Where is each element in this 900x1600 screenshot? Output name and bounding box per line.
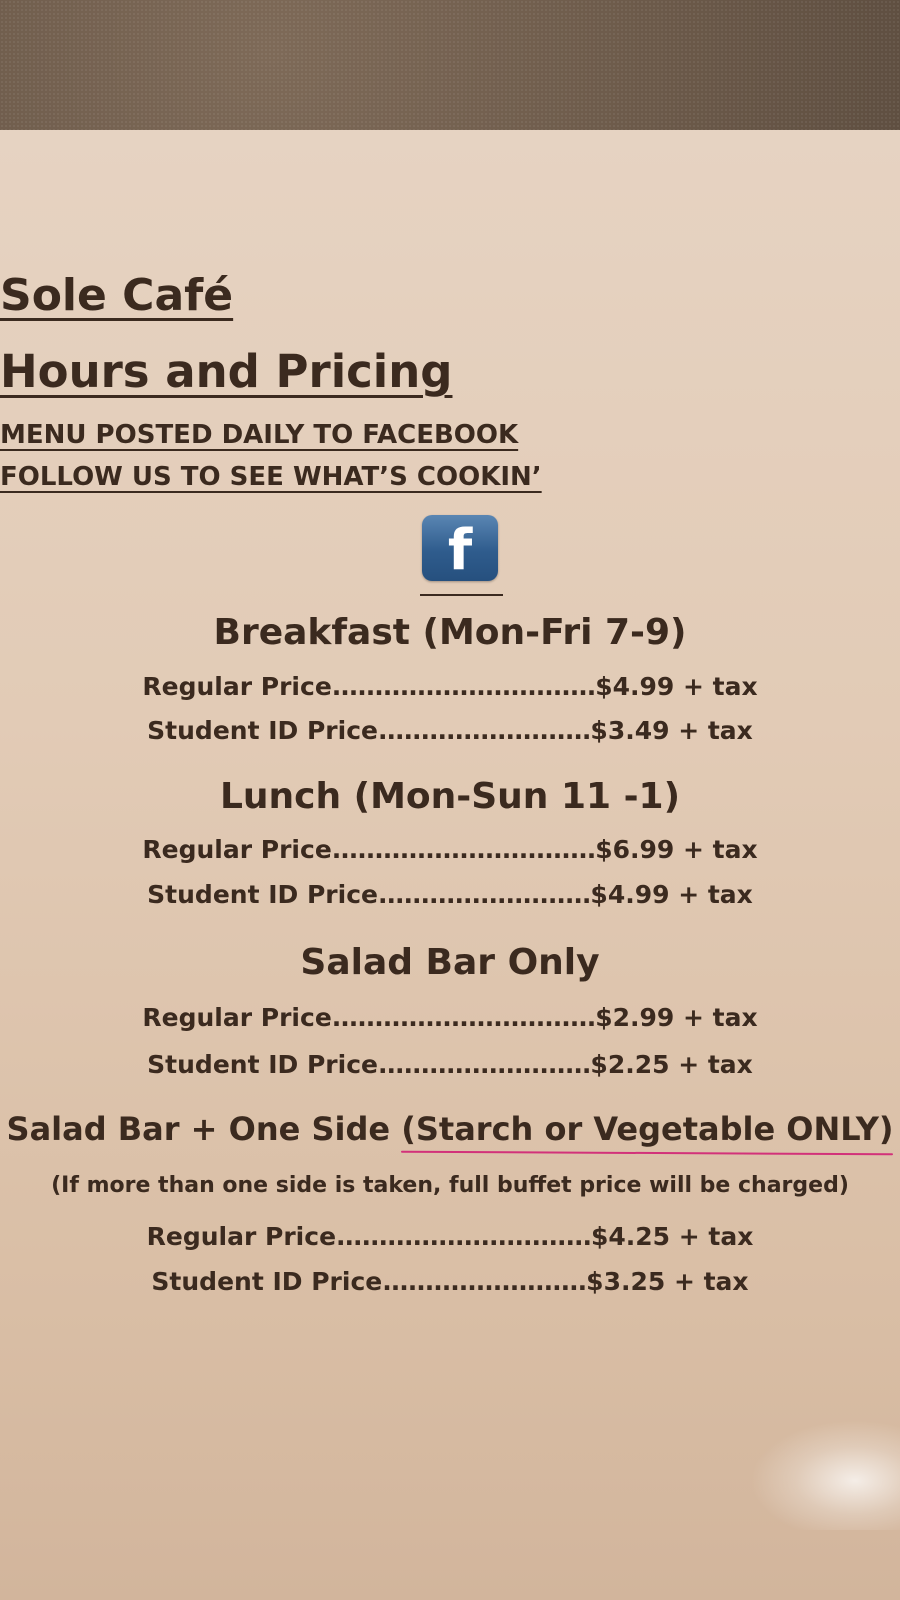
price-label: Regular Price — [142, 672, 332, 701]
price-label: Regular Price — [142, 1003, 332, 1032]
notice-line-2: FOLLOW US TO SEE WHAT’S COOKIN’ — [0, 462, 542, 492]
price-value: $3.49 + tax — [590, 716, 753, 745]
breakfast-student-row — [0, 716, 900, 745]
lunch-student-row — [0, 880, 900, 909]
price-value: $2.25 + tax — [590, 1050, 753, 1079]
leader-dots: ............................... — [331, 672, 596, 701]
price-label: Regular Price — [142, 835, 332, 864]
salad-student-row — [0, 1050, 900, 1079]
breakfast-heading: Breakfast (Mon-Fri 7-9) — [213, 612, 687, 653]
leader-dots: ........................ — [382, 1267, 587, 1296]
buffet-note: (If more than one side is taken, full buffet price will be charged) — [51, 1173, 849, 1198]
price-label: Student ID Price — [151, 1267, 383, 1296]
corkboard-background — [0, 0, 900, 130]
salad-side-heading-prefix: Salad Bar + One Side — [6, 1110, 402, 1148]
side-regular-row — [0, 1222, 900, 1251]
price-value: $2.99 + tax — [595, 1003, 758, 1032]
starch-vegetable-highlight: (Starch or Vegetable ONLY) — [401, 1110, 894, 1148]
salad-regular-row — [0, 1003, 900, 1032]
divider — [420, 594, 503, 596]
leader-dots: ......................... — [377, 716, 591, 745]
breakfast-regular-row — [0, 672, 900, 701]
price-label: Student ID Price — [147, 1050, 378, 1079]
leader-dots: ............................... — [331, 835, 596, 864]
leader-dots: .............................. — [336, 1222, 591, 1251]
price-value: $4.25 + tax — [590, 1222, 754, 1251]
cafe-title: Sole Café — [0, 270, 234, 321]
notice-line-1: MENU POSTED DAILY TO FACEBOOK — [0, 420, 519, 450]
lunch-heading: Lunch (Mon-Sun 11 -1) — [219, 776, 681, 817]
salad-bar-heading: Salad Bar Only — [300, 942, 600, 983]
price-value: $6.99 + tax — [595, 835, 758, 864]
leader-dots: ......................... — [377, 1050, 591, 1079]
price-value: $3.25 + tax — [586, 1267, 749, 1296]
salad-side-heading — [0, 1110, 900, 1148]
price-value: $4.99 + tax — [590, 880, 753, 909]
lunch-regular-row — [0, 835, 900, 864]
light-glare — [750, 1420, 900, 1530]
price-label: Regular Price — [146, 1222, 337, 1251]
leader-dots: ......................... — [377, 880, 591, 909]
leader-dots: ............................... — [331, 1003, 596, 1032]
price-label: Student ID Price — [147, 880, 378, 909]
price-value: $4.99 + tax — [595, 672, 758, 701]
price-label: Student ID Price — [147, 716, 378, 745]
facebook-icon: f — [422, 515, 498, 581]
side-student-row — [0, 1267, 900, 1296]
hours-pricing-heading: Hours and Pricing — [0, 345, 453, 398]
